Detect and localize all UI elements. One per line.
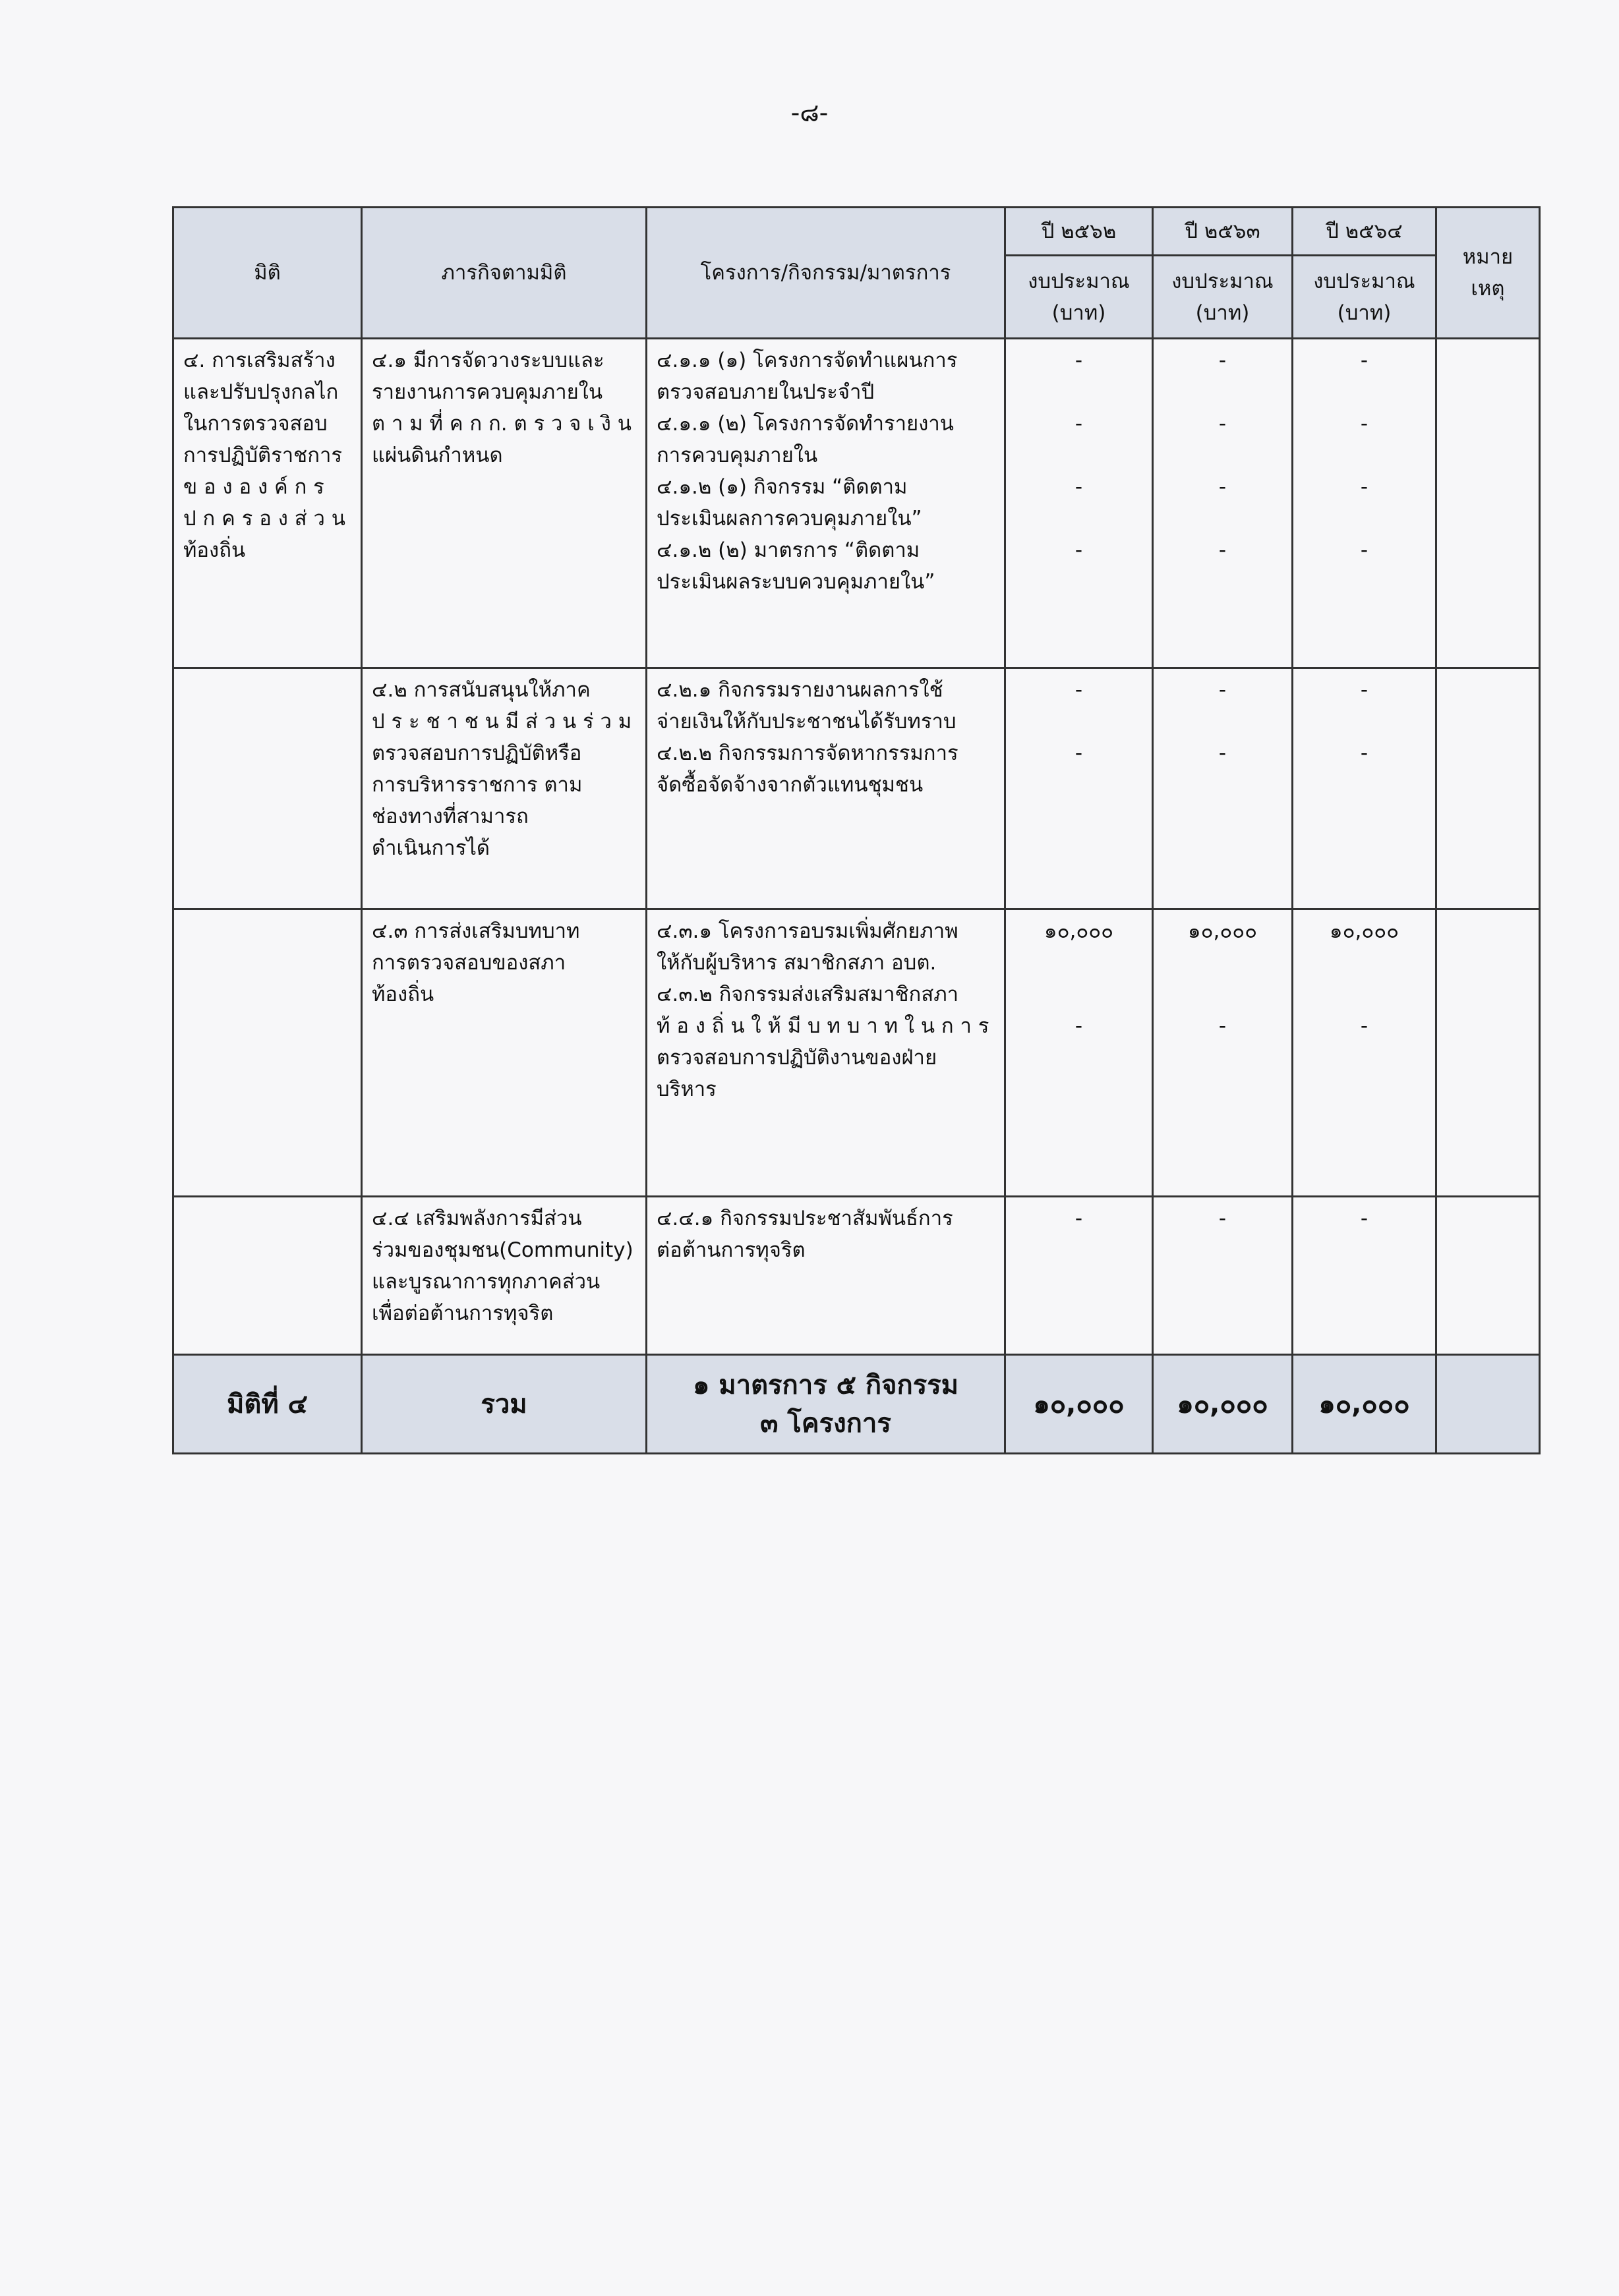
mission-line: ร่วมของชุมชน(Community) [372, 1238, 633, 1263]
remark-cell [1436, 339, 1540, 668]
table-row [173, 1197, 1540, 1355]
project-line: ๔.๑.๑ (๑) โครงการจัดทำแผนการ [657, 349, 958, 372]
budget-value: - [1074, 538, 1083, 563]
remark-cell [1436, 909, 1540, 1197]
header-year-2562: ปี ๒๕๖๒ [1005, 208, 1153, 256]
header-remark-line2: เหตุ [1471, 277, 1505, 301]
table-row [173, 668, 1540, 909]
budget-value: - [1360, 538, 1369, 563]
total-dimension: มิติที่ ๔ [173, 1355, 362, 1454]
dimension-line: ๔. การเสริมสร้าง [183, 349, 336, 372]
mission-line: ๔.๓ การส่งเสริมบทบาท [372, 919, 580, 943]
budget-value: - [1360, 741, 1369, 766]
budget-value: ๑๐,๐๐๐ [1187, 919, 1258, 943]
total-remark [1436, 1355, 1540, 1454]
budget-value: - [1218, 538, 1227, 563]
mission-cell [362, 909, 647, 1197]
dimension-cell [173, 1197, 362, 1355]
budget-2562-cell [1005, 909, 1153, 1197]
project-line: ประเมินผลการควบคุมภายใน” [657, 507, 922, 531]
budget-value: ๑๐,๐๐๐ [1044, 919, 1114, 943]
budget-2564-cell [1293, 668, 1436, 909]
header-budget-2564 [1293, 256, 1436, 339]
mission-line: เพื่อต่อต้านการทุจริต [372, 1302, 554, 1326]
dimension-line: ป ก ค ร อ ง ส่ ว น [183, 507, 345, 531]
project-line: ท้ อ ง ถิ่ น ใ ห้ มี บ ท บ า ท ใ น ก า ร [657, 1014, 989, 1039]
mission-line: ๔.๒ การสนับสนุนให้ภาค [372, 678, 591, 702]
mission-line: และบูรณาการทุกภาคส่วน [372, 1270, 601, 1294]
header-dimension: มิติ [173, 208, 362, 339]
dimension-line: ข อ ง อ ง ค์ ก ร [183, 475, 324, 500]
header-mission: ภารกิจตามมิติ [362, 208, 647, 339]
budget-unit: (บาท) [1337, 301, 1392, 325]
dimension-line: และปรับปรุงกลไก [183, 380, 339, 405]
budget-2562-cell [1005, 1197, 1153, 1355]
header-budget-2562 [1005, 256, 1153, 339]
budget-value: - [1360, 1014, 1369, 1039]
project-line: ให้กับผู้บริหาร สมาชิกสภา อบต. [657, 951, 937, 975]
anti-corruption-plan-table [172, 206, 1541, 1454]
project-line: ตรวจสอบการปฏิบัติงานของฝ่าย [657, 1046, 937, 1070]
budget-value: - [1074, 412, 1083, 436]
mission-line: ตรวจสอบการปฏิบัติหรือ [372, 741, 582, 766]
budget-unit: (บาท) [1051, 301, 1106, 325]
project-line: ๔.๒.๑ กิจกรรมรายงานผลการใช้ [657, 678, 943, 702]
header-year-2563: ปี ๒๕๖๓ [1153, 208, 1293, 256]
budget-2562-cell [1005, 339, 1153, 668]
project-cell [647, 909, 1005, 1197]
table-row [173, 909, 1540, 1197]
project-line: ๔.๓.๑ โครงการอบรมเพิ่มศักยภาพ [657, 919, 958, 943]
header-budget-2563 [1153, 256, 1293, 339]
total-amount-2562: ๑๐,๐๐๐ [1005, 1355, 1153, 1454]
remark-cell [1436, 1197, 1540, 1355]
total-amount-2563: ๑๐,๐๐๐ [1153, 1355, 1293, 1454]
mission-line: ๔.๑ มีการจัดวางระบบและ [372, 349, 604, 372]
mission-line: ต า ม ที่ ค ก ก. ต ร ว จ เ งิ น [372, 412, 632, 436]
budget-value: - [1360, 412, 1369, 436]
budget-label: งบประมาณ [1313, 269, 1415, 293]
budget-2564-cell [1293, 1197, 1436, 1355]
budget-2563-cell [1153, 909, 1293, 1197]
header-remark [1436, 208, 1540, 339]
budget-value: - [1360, 678, 1369, 702]
mission-line: ๔.๔ เสริมพลังการมีส่วน [372, 1207, 582, 1230]
project-line: ตรวจสอบภายในประจำปี [657, 380, 875, 405]
total-summary-line: ๑ มาตรการ ๕ กิจกรรม [692, 1369, 959, 1400]
budget-value: - [1218, 741, 1227, 766]
page-number: -๘- [790, 98, 829, 127]
budget-value: - [1074, 1207, 1083, 1230]
mission-line: ป ร ะ ช า ช น มี ส่ ว น ร่ ว ม [372, 710, 632, 734]
budget-value: - [1218, 475, 1227, 500]
budget-2562-cell [1005, 668, 1153, 909]
budget-label: งบประมาณ [1171, 269, 1274, 293]
mission-line: ท้องถิ่น [372, 983, 434, 1007]
mission-line: การบริหารราชการ ตาม [372, 773, 583, 797]
dimension-line: การปฏิบัติราชการ [183, 444, 343, 468]
budget-value: - [1360, 475, 1369, 500]
dimension-cell [173, 668, 362, 909]
budget-value: - [1218, 412, 1227, 436]
total-summary [647, 1355, 1005, 1454]
budget-2564-cell [1293, 909, 1436, 1197]
project-line: ๔.๒.๒ กิจกรรมการจัดหากรรมการ [657, 741, 958, 766]
mission-cell [362, 668, 647, 909]
budget-value: ๑๐,๐๐๐ [1329, 919, 1399, 943]
project-line: จ่ายเงินให้กับประชาชนได้รับทราบ [657, 710, 957, 734]
budget-value: - [1218, 1014, 1227, 1039]
header-year-2564: ปี ๒๕๖๔ [1293, 208, 1436, 256]
project-line: การควบคุมภายใน [657, 444, 818, 468]
budget-unit: (บาท) [1195, 301, 1250, 325]
budget-value: - [1218, 349, 1227, 372]
mission-line: การตรวจสอบของสภา [372, 951, 566, 975]
budget-value: - [1074, 678, 1083, 702]
mission-line: แผ่นดินกำหนด [372, 444, 503, 468]
mission-line: ดำเนินการได้ [372, 836, 490, 861]
project-line: บริหาร [657, 1077, 717, 1102]
project-line: ๔.๓.๒ กิจกรรมส่งเสริมสมาชิกสภา [657, 983, 959, 1007]
total-row [173, 1355, 1540, 1454]
budget-2563-cell [1153, 668, 1293, 909]
budget-value: - [1360, 349, 1369, 372]
header-project: โครงการ/กิจกรรม/มาตรการ [647, 208, 1005, 339]
budget-value: - [1218, 678, 1227, 702]
budget-value: - [1074, 475, 1083, 500]
budget-value: - [1074, 1014, 1083, 1039]
project-cell [647, 668, 1005, 909]
total-label: รวม [362, 1355, 647, 1454]
project-line: จัดซื้อจัดจ้างจากตัวแทนชุมชน [657, 773, 924, 797]
budget-label: งบประมาณ [1028, 269, 1130, 293]
header-remark-line1: หมาย [1462, 244, 1514, 269]
mission-line: รายงานการควบคุมภายใน [372, 380, 603, 405]
total-summary-line: ๓ โครงการ [760, 1408, 891, 1439]
mission-cell [362, 339, 647, 668]
project-line: ประเมินผลระบบควบคุมภายใน” [657, 570, 935, 594]
budget-2563-cell [1153, 339, 1293, 668]
mission-line: ช่องทางที่สามารถ [372, 805, 529, 829]
budget-2564-cell [1293, 339, 1436, 668]
project-line: ๔.๑.๒ (๒) มาตรการ “ติดตาม [657, 538, 920, 563]
remark-cell [1436, 668, 1540, 909]
dimension-line: ในการตรวจสอบ [183, 412, 328, 436]
dimension-cell [173, 909, 362, 1197]
project-line: ๔.๑.๒ (๑) กิจกรรม “ติดตาม [657, 475, 908, 500]
project-line: ๔.๔.๑ กิจกรรมประชาสัมพันธ์การ [657, 1207, 953, 1230]
project-cell [647, 1197, 1005, 1355]
budget-value: - [1074, 741, 1083, 766]
dimension-line: ท้องถิ่น [183, 538, 246, 563]
budget-2563-cell [1153, 1197, 1293, 1355]
project-line: ๔.๑.๑ (๒) โครงการจัดทำรายงาน [657, 412, 954, 436]
total-amount-2564: ๑๐,๐๐๐ [1293, 1355, 1436, 1454]
budget-value: - [1360, 1207, 1369, 1230]
table-row [173, 339, 1540, 668]
mission-cell [362, 1197, 647, 1355]
budget-value: - [1074, 349, 1083, 372]
dimension-cell [173, 339, 362, 668]
budget-value: - [1218, 1207, 1227, 1230]
project-line: ต่อต้านการทุจริต [657, 1238, 806, 1263]
project-cell [647, 339, 1005, 668]
